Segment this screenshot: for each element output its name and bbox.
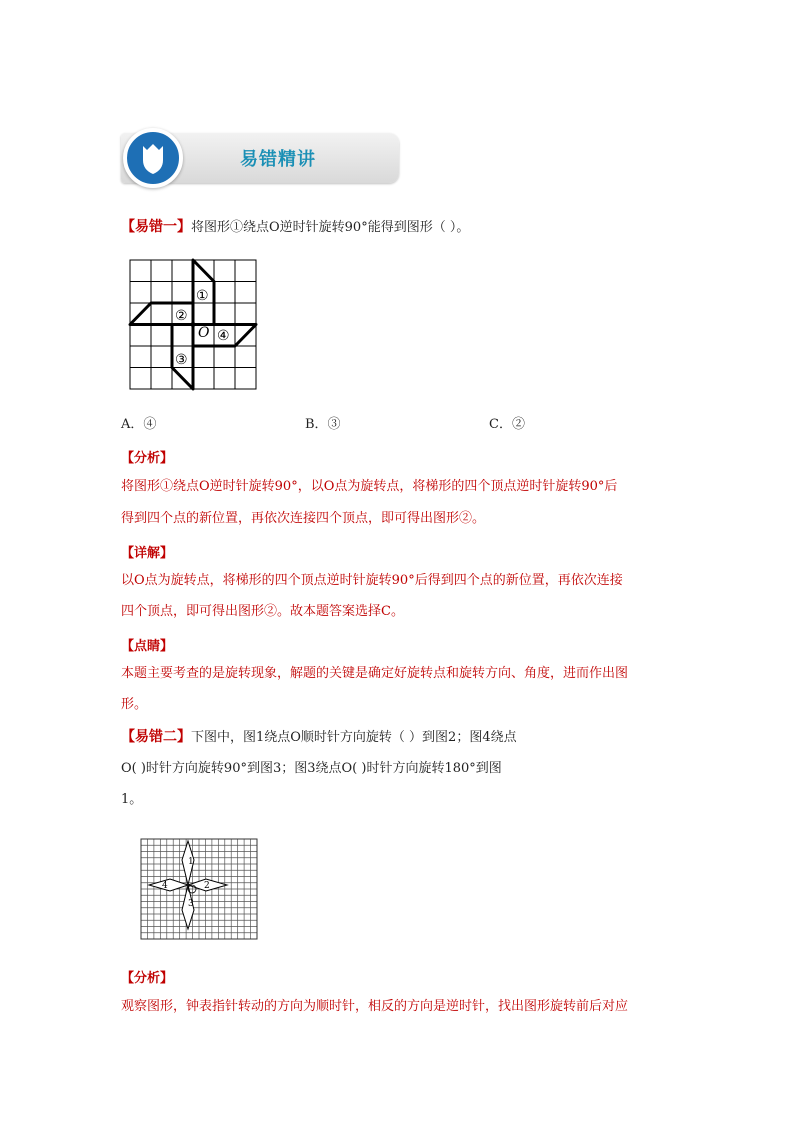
shield-icon [127,132,179,184]
comment-line-2: 形。 [121,697,148,712]
question-2-line-1 [121,729,517,746]
option-c[interactable]: C．② [489,417,525,432]
figure-label-2: ② [175,308,188,324]
pinwheel-label-4: 4 [162,881,168,891]
pinwheel-label-2: 2 [204,881,210,891]
question-2-line-2: O( )时针方向旋转90°到图3；图3绕点O( )时针方向旋转180°到图 [121,761,502,776]
analysis-line-2: 得到四个点的新位置，再依次连接四个顶点，即可得出图形②。 [121,511,486,526]
figure-label-3: ③ [175,352,188,368]
detail-line-1: 以O点为旋转点，将梯形的四个顶点逆时针旋转90°后得到四个点的新位置，再依次连接 [121,573,623,588]
question-2-line-3: 1。 [121,792,143,807]
detail-tag: 【详解】 [121,546,174,561]
question-2-tag: 【易错二】 [121,729,191,745]
question-1-stem: 将图形①绕点O逆时针旋转90°能得到图形（ ）。 [191,220,470,235]
figure-label-o: O [198,325,210,341]
analysis-2-line-1: 观察图形，钟表指针转动的方向为顺时针，相反的方向是逆时针，找出图形旋转前后对应 [121,999,629,1014]
analysis-2-tag: 【分析】 [121,971,174,986]
comment-tag: 【点睛】 [121,639,174,654]
rotation-grid-figure [128,258,260,392]
section-title: 易错精讲 [240,149,316,170]
option-b[interactable]: B．③ [305,417,341,432]
analysis-tag: 【分析】 [121,451,174,466]
question-2-stem-1: 下图中，图1绕点O顺时针方向旋转（ ）到图2；图4绕点 [191,730,517,745]
question-1-line [121,219,469,236]
pinwheel-label-1: 1 [188,857,194,867]
detail-line-2: 四个顶点，即可得出图形②。故本题答案选择C。 [121,604,404,619]
figure-label-4: ④ [217,328,230,344]
pinwheel-label-3: 3 [188,899,194,909]
figure-label-1: ① [196,288,209,304]
option-a[interactable]: A．④ [121,417,157,432]
pinwheel-grid-figure [140,838,258,940]
question-1-tag: 【易错一】 [121,219,191,235]
comment-line-1: 本题主要考查的是旋转现象，解题的关键是确定好旋转点和旋转方向、角度，进而作出图 [121,666,629,681]
analysis-line-1: 将图形①绕点O逆时针旋转90°，以O点为旋转点，将梯形的四个顶点逆时针旋转90°后 [121,479,618,494]
shield-badge [123,128,183,188]
